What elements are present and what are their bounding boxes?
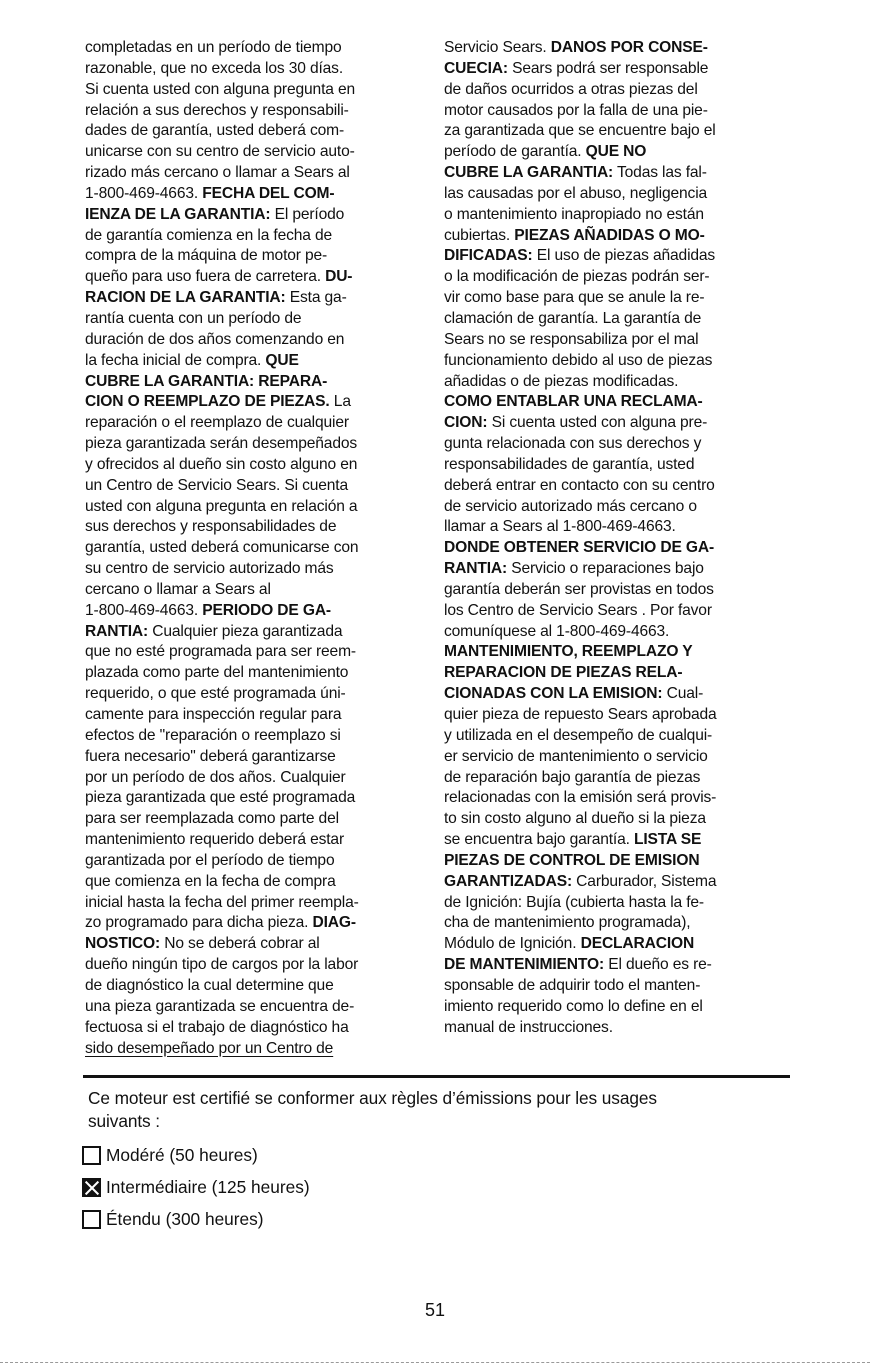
text-line xyxy=(444,830,784,851)
text-line xyxy=(444,934,784,955)
text-line xyxy=(85,226,425,247)
body-text: Si cuenta usted con alguna pre- xyxy=(487,414,708,432)
text-line xyxy=(444,392,784,413)
text-line xyxy=(444,163,784,184)
text-line xyxy=(85,872,425,893)
text-line xyxy=(85,351,425,372)
body-text: o mantenimiento inapropiado no están xyxy=(444,205,704,223)
section-heading: COMO ENTABLAR UNA RECLAMA- xyxy=(444,393,703,411)
text-line xyxy=(85,1018,425,1039)
body-text: vir como base para que se anule la re- xyxy=(444,289,705,307)
body-text: sido desempeñado por un Centro de xyxy=(85,1039,334,1057)
body-text: que comienza en la fecha de compra xyxy=(85,872,336,890)
section-heading: CION O REEMPLAZO DE PIEZAS. xyxy=(85,393,330,411)
body-text: Todas las fal- xyxy=(613,164,707,182)
body-text: de Ignición: Bujía (cubierta hasta la fe- xyxy=(444,893,704,911)
section-heading: FECHA DEL COM- xyxy=(202,184,335,202)
body-text: er servicio de mantenimiento o servicio xyxy=(444,747,708,765)
body-text: gunta relacionada con sus derechos y xyxy=(444,435,702,453)
body-text: los Centro de Servicio Sears . Por favor xyxy=(444,601,712,619)
body-text: de diagnóstico la cual determine que xyxy=(85,976,334,994)
section-heading: CUBRE LA GARANTIA: xyxy=(444,164,614,182)
text-line xyxy=(444,997,784,1018)
emissions-statement-line-2: suivants : xyxy=(88,1111,160,1131)
text-line xyxy=(444,955,784,976)
body-text: El dueño es re- xyxy=(604,956,712,974)
text-line xyxy=(444,455,784,476)
body-text: relacionadas con la emisión será provis- xyxy=(444,789,717,807)
text-line xyxy=(444,372,784,393)
warranty-text-right-column xyxy=(444,38,784,1039)
text-line xyxy=(85,955,425,976)
body-text: y ofrecidos al dueño sin costo alguno en xyxy=(85,455,358,473)
text-line xyxy=(85,601,425,622)
text-line xyxy=(444,476,784,497)
section-heading: CION: xyxy=(444,414,488,432)
text-line xyxy=(444,142,784,163)
text-line xyxy=(444,497,784,518)
text-line xyxy=(444,309,784,330)
section-heading: CIONADAS CON LA EMISION: xyxy=(444,685,663,703)
section-heading: RACION DE LA GARANTIA: xyxy=(85,289,286,307)
body-text: comuníquese al 1-800-469-4663. xyxy=(444,622,670,640)
text-line xyxy=(85,642,425,663)
text-line xyxy=(444,434,784,455)
text-line xyxy=(85,309,425,330)
body-text: rantía cuenta con un período de xyxy=(85,309,302,327)
body-text: cha de mantenimiento programada), xyxy=(444,914,691,932)
checkbox-checked-icon xyxy=(82,1178,101,1197)
body-text: za garantizada que se encuentre bajo el xyxy=(444,122,716,140)
text-line xyxy=(85,101,425,122)
text-line xyxy=(444,663,784,684)
section-heading: DECLARACION xyxy=(580,935,695,953)
body-text: Servicio o reparaciones bajo xyxy=(507,560,704,578)
text-line xyxy=(444,267,784,288)
section-divider xyxy=(83,1075,790,1078)
section-heading: PERIODO DE GA- xyxy=(202,601,331,619)
text-line xyxy=(85,684,425,705)
body-text: 1-800-469-4663. xyxy=(85,601,203,619)
section-heading: LISTA SE xyxy=(634,831,702,849)
section-heading: RANTIA: xyxy=(85,622,149,640)
text-line xyxy=(444,809,784,830)
body-text: su centro de servicio autorizado más xyxy=(85,560,334,578)
body-text: unicarse con su centro de servicio auto- xyxy=(85,143,355,161)
text-line xyxy=(444,726,784,747)
body-text: razonable, que no exceda los 30 días. xyxy=(85,59,343,77)
section-heading: PIEZAS DE CONTROL DE EMISION xyxy=(444,851,700,869)
text-line xyxy=(85,413,425,434)
text-line xyxy=(85,663,425,684)
body-text: cercano o llamar a Sears al xyxy=(85,580,271,598)
text-line xyxy=(444,851,784,872)
text-line xyxy=(444,893,784,914)
body-text: duración de dos años comenzando en xyxy=(85,330,345,348)
body-text: efectos de "reparación o reemplazo si xyxy=(85,726,341,744)
option-label: Modéré (50 heures) xyxy=(106,1144,258,1165)
section-heading: RANTIA: xyxy=(444,560,508,578)
text-line xyxy=(444,705,784,726)
body-text: dades de garantía, usted deberá com- xyxy=(85,122,345,140)
body-text: No se deberá cobrar al xyxy=(160,935,320,953)
emissions-option-moderate xyxy=(82,1143,258,1167)
text-line xyxy=(85,330,425,351)
body-text: sus derechos y responsabilidades de xyxy=(85,518,337,536)
body-text: inicial hasta la fecha del primer reempla- xyxy=(85,893,359,911)
text-line xyxy=(444,121,784,142)
text-line xyxy=(85,997,425,1018)
section-heading: DU- xyxy=(325,268,353,286)
section-heading: DANOS POR CONSE- xyxy=(550,39,708,56)
text-line xyxy=(85,851,425,872)
body-text: funcionamiento debido al uso de piezas xyxy=(444,351,713,369)
text-line xyxy=(85,580,425,601)
body-text: las causadas por el abuso, negligencia xyxy=(444,184,708,202)
body-text: Cual- xyxy=(662,685,704,703)
text-line xyxy=(444,788,784,809)
body-text: cubiertas. xyxy=(444,226,515,244)
body-text: de reparación bajo garantía de piezas xyxy=(444,768,701,786)
body-text: imiento requerido como lo define en el xyxy=(444,997,703,1015)
body-text: Esta ga- xyxy=(285,289,347,307)
section-heading: QUE NO xyxy=(585,143,647,161)
text-line xyxy=(85,121,425,142)
text-line xyxy=(85,288,425,309)
text-line xyxy=(444,184,784,205)
text-line xyxy=(85,267,425,288)
page-number: 51 xyxy=(424,1300,446,1320)
text-line xyxy=(85,163,425,184)
text-line xyxy=(444,59,784,80)
text-line xyxy=(85,184,425,205)
text-line xyxy=(444,205,784,226)
text-line xyxy=(85,142,425,163)
body-text: responsabilidades de garantía, usted xyxy=(444,455,695,473)
text-line xyxy=(85,392,425,413)
body-text: completadas en un período de tiempo xyxy=(85,39,342,56)
body-text: Módulo de Ignición. xyxy=(444,935,581,953)
text-line xyxy=(85,559,425,580)
text-line xyxy=(85,38,425,59)
body-text: pieza garantizada que esté programada xyxy=(85,789,356,807)
emissions-option-intermediate xyxy=(82,1175,310,1199)
body-text: por un período de dos años. Cualquier xyxy=(85,768,346,786)
text-line xyxy=(85,747,425,768)
section-heading: QUE xyxy=(265,351,299,369)
text-line xyxy=(85,934,425,955)
checkbox-empty-icon xyxy=(82,1146,101,1165)
text-line xyxy=(444,101,784,122)
body-text: Si cuenta usted con alguna pregunta en xyxy=(85,80,356,98)
body-text: que no esté programada para ser reem- xyxy=(85,643,356,661)
text-line xyxy=(85,768,425,789)
text-line xyxy=(85,726,425,747)
text-line xyxy=(85,205,425,226)
body-text: manual de instrucciones. xyxy=(444,1018,613,1036)
body-text: garantía deberán ser provistas en todos xyxy=(444,580,714,598)
text-line xyxy=(85,705,425,726)
text-line xyxy=(444,913,784,934)
text-line xyxy=(444,351,784,372)
section-heading: IENZA DE LA GARANTIA: xyxy=(85,205,271,223)
body-text: El período xyxy=(270,205,345,223)
section-heading: CUECIA: xyxy=(444,59,508,77)
text-line xyxy=(444,80,784,101)
text-line xyxy=(444,747,784,768)
body-text: mantenimiento requerido deberá estar xyxy=(85,831,344,849)
section-heading: DE MANTENIMIENTO: xyxy=(444,956,605,974)
text-line xyxy=(85,372,425,393)
body-text: para ser reemplazada como parte del xyxy=(85,810,339,828)
body-text: dueño ningún tipo de cargos por la labor xyxy=(85,956,359,974)
body-text: se encuentra bajo garantía. xyxy=(444,831,634,849)
text-line xyxy=(85,913,425,934)
body-text: añadidas o de piezas modificadas. xyxy=(444,372,679,390)
text-line xyxy=(444,580,784,601)
warranty-text-left-column xyxy=(85,38,425,1059)
section-heading: DIFICADAS: xyxy=(444,247,533,265)
text-line xyxy=(444,976,784,997)
text-line xyxy=(85,497,425,518)
body-text: rizado más cercano o llamar a Sears al xyxy=(85,164,350,182)
body-text: plazada como parte del mantenimiento xyxy=(85,664,349,682)
body-text: motor causados por la falla de una pie- xyxy=(444,101,708,119)
section-heading: MANTENIMIENTO, REEMPLAZO Y xyxy=(444,643,693,661)
section-heading: REPARACION DE PIEZAS RELA- xyxy=(444,664,683,682)
text-line xyxy=(85,893,425,914)
text-line xyxy=(444,559,784,580)
section-heading: DIAG- xyxy=(312,914,356,932)
section-heading: PIEZAS AÑADIDAS O MO- xyxy=(514,226,705,244)
text-line xyxy=(85,80,425,101)
text-line xyxy=(85,830,425,851)
body-text: to sin costo alguno al dueño si la pieza xyxy=(444,810,706,828)
body-text: Servicio Sears. xyxy=(444,39,551,56)
emissions-statement xyxy=(88,1087,788,1133)
body-text: un Centro de Servicio Sears. Si cuenta xyxy=(85,476,349,494)
text-line xyxy=(444,226,784,247)
text-line xyxy=(444,330,784,351)
text-line xyxy=(444,517,784,538)
body-text: garantizada por el período de tiempo xyxy=(85,851,335,869)
body-text: requerido, o que esté programada úni- xyxy=(85,685,346,703)
text-line xyxy=(85,538,425,559)
option-label: Étendu (300 heures) xyxy=(106,1208,264,1229)
section-heading: GARANTIZADAS: xyxy=(444,872,572,890)
page-edge-divider xyxy=(0,1362,870,1363)
text-line xyxy=(444,413,784,434)
text-line xyxy=(85,434,425,455)
text-line xyxy=(444,246,784,267)
body-text: camente para inspección regular para xyxy=(85,706,342,723)
text-line xyxy=(444,684,784,705)
text-line xyxy=(85,809,425,830)
body-text: fuera necesario" deberá garantizarse xyxy=(85,747,336,765)
section-heading: DONDE OBTENER SERVICIO DE GA- xyxy=(444,539,715,557)
text-line xyxy=(444,538,784,559)
text-line xyxy=(85,246,425,267)
body-text: Cualquier pieza garantizada xyxy=(148,622,343,640)
emissions-option-extended xyxy=(82,1207,264,1231)
body-text: 1-800-469-4663. xyxy=(85,184,203,202)
text-line xyxy=(444,601,784,622)
text-line xyxy=(85,622,425,643)
body-text: garantía, usted deberá comunicarse con xyxy=(85,539,359,557)
body-text: período de garantía. xyxy=(444,143,586,161)
body-text: y utilizada en el desempeño de cualqui- xyxy=(444,726,713,744)
body-text: de daños ocurridos a otras piezas del xyxy=(444,80,698,98)
body-text: clamación de garantía. La garantía de xyxy=(444,309,702,327)
body-text: La xyxy=(329,393,351,411)
text-line xyxy=(85,476,425,497)
text-line xyxy=(85,455,425,476)
text-line xyxy=(444,872,784,893)
text-line xyxy=(444,622,784,643)
body-text: Carburador, Sistema xyxy=(572,872,717,890)
text-line xyxy=(85,976,425,997)
text-line xyxy=(444,1018,784,1039)
section-heading: NOSTICO: xyxy=(85,935,161,953)
text-line xyxy=(444,642,784,663)
text-line xyxy=(85,59,425,80)
text-line xyxy=(85,788,425,809)
body-text: reparación o el reemplazo de cualquier xyxy=(85,414,349,432)
option-label: Intermédiaire (125 heures) xyxy=(106,1176,310,1197)
body-text: fectuosa si el trabajo de diagnóstico ha xyxy=(85,1018,349,1036)
body-text: El uso de piezas añadidas xyxy=(532,247,716,265)
text-line xyxy=(444,38,784,59)
body-text: la fecha inicial de compra. xyxy=(85,351,266,369)
checkbox-empty-icon xyxy=(82,1210,101,1229)
text-line xyxy=(85,1039,425,1060)
body-text: usted con alguna pregunta en relación a xyxy=(85,497,358,515)
body-text: una pieza garantizada se encuentra de- xyxy=(85,997,355,1015)
body-text: pieza garantizada serán desempeñados xyxy=(85,435,358,453)
body-text: o la modificación de piezas podrán ser- xyxy=(444,268,710,286)
body-text: de servicio autorizado más cercano o xyxy=(444,497,697,515)
text-line xyxy=(444,768,784,789)
body-text: queño para uso fuera de carretera. xyxy=(85,268,326,286)
body-text: sponsable de adquirir todo el manten- xyxy=(444,976,701,994)
body-text: Sears podrá ser responsable xyxy=(507,59,709,77)
body-text: compra de la máquina de motor pe- xyxy=(85,247,328,265)
text-line xyxy=(444,288,784,309)
body-text: llamar a Sears al 1-800-469-4663. xyxy=(444,518,676,536)
body-text: Sears no se responsabiliza por el mal xyxy=(444,330,699,348)
body-text: deberá entrar en contacto con su centro xyxy=(444,476,715,494)
body-text: de garantía comienza en la fecha de xyxy=(85,226,333,244)
body-text: relación a sus derechos y responsabili- xyxy=(85,101,349,119)
body-text: zo programado para dicha pieza. xyxy=(85,914,313,932)
body-text: quier pieza de repuesto Sears aprobada xyxy=(444,706,717,723)
text-line xyxy=(85,517,425,538)
section-heading: CUBRE LA GARANTIA: REPARA- xyxy=(85,372,328,390)
emissions-statement-line-1: Ce moteur est certifié se conformer aux règles d’émissions pour les usages xyxy=(88,1088,657,1108)
